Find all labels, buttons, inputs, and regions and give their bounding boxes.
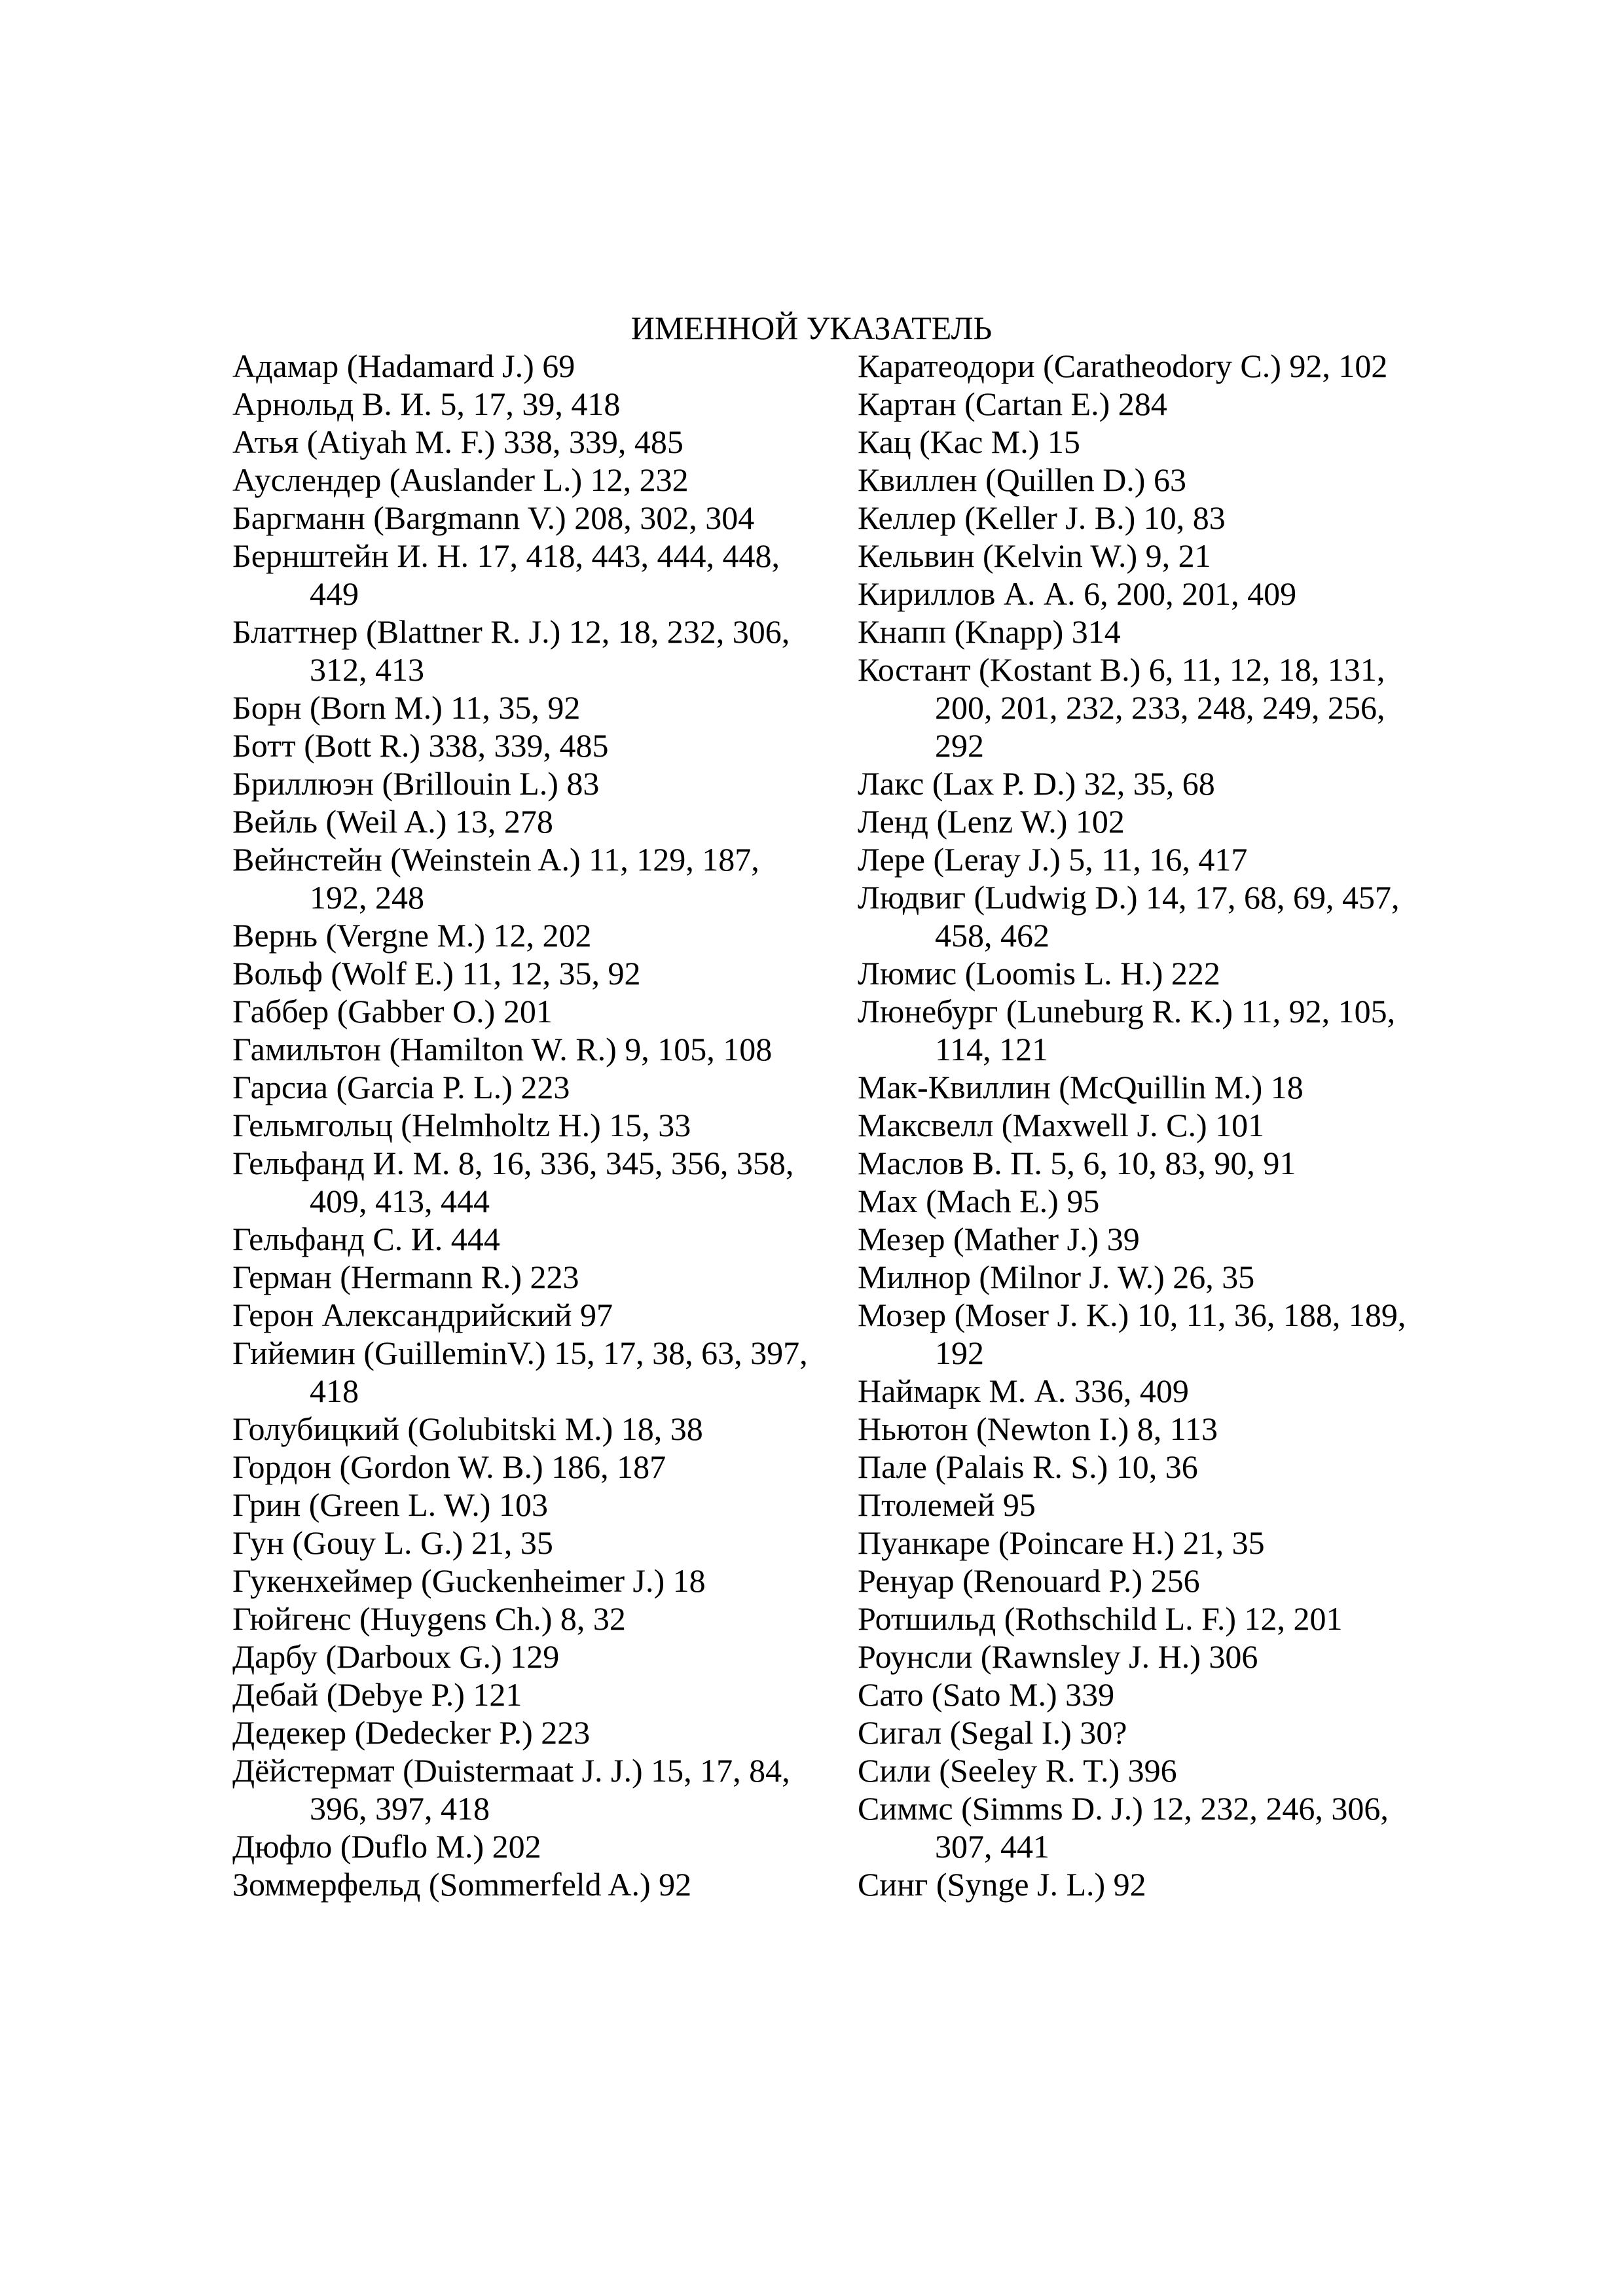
index-entry: Гун (Gouy L. G.) 21, 35 (232, 1524, 553, 1561)
index-entry: Кнапп (Knapp) 314 (858, 613, 1121, 650)
index-entry: Людвиг (Ludwig D.) 14, 17, 68, 69, 457, 458, 462 (858, 879, 1400, 954)
index-entry: Вейнстейн (Weinstein A.) 11, 129, 187, 192, 248 (232, 841, 759, 916)
index-entry: Дёйстермат (Duistermaat J. J.) 15, 17, 84, 396, 397, 418 (232, 1752, 790, 1827)
index-entry: Синг (Synge J. L.) 92 (858, 1866, 1146, 1903)
index-entry: Бернштейн И. Н. 17, 418, 443, 444, 448, 449 (232, 537, 780, 612)
index-entry: Дедекер (Dedecker P.) 223 (232, 1714, 591, 1751)
index-entry: Пуанкаре (Poincare H.) 21, 35 (858, 1524, 1265, 1561)
index-entry: Дарбу (Darboux G.) 129 (232, 1638, 560, 1675)
index-entry: Птолемей 95 (858, 1486, 1036, 1523)
index-entry: Каратеодори (Caratheodory C.) 92, 102 (858, 348, 1388, 384)
index-column-right (858, 347, 1414, 1903)
index-entry: Гюйгенс (Huygens Ch.) 8, 32 (232, 1600, 626, 1637)
index-entry: Кац (Kac M.) 15 (858, 423, 1080, 460)
index-entry: Келлер (Keller J. B.) 10, 83 (858, 499, 1226, 536)
index-entry: Костант (Kostant B.) 6, 11, 12, 18, 131, 200, 201, 232, 233, 248, 249, 256, 292 (858, 651, 1385, 764)
index-entry: Маслов В. П. 5, 6, 10, 83, 90, 91 (858, 1145, 1296, 1181)
index-entry: Вольф (Wolf E.) 11, 12, 35, 92 (232, 955, 641, 992)
index-entry: Сили (Seeley R. T.) 396 (858, 1752, 1177, 1789)
index-entry: Зоммерфельд (Sommerfeld A.) 92 (232, 1866, 692, 1903)
index-entry: Кельвин (Kelvin W.) 9, 21 (858, 537, 1211, 574)
index-entry: Мозер (Moser J. K.) 10, 11, 36, 188, 189, 192 (858, 1297, 1406, 1371)
index-entry: Гамильтон (Hamilton W. R.) 9, 105, 108 (232, 1031, 773, 1067)
index-entry: Сигал (Segal I.) 30? (858, 1714, 1127, 1751)
index-entry: Блаттнер (Blattner R. J.) 12, 18, 232, 306, 312, 413 (232, 613, 790, 688)
index-entry: Картан (Cartan E.) 284 (858, 386, 1167, 422)
index-entry: Герман (Hermann R.) 223 (232, 1259, 579, 1295)
index-entry: Голубицкий (Golubitski M.) 18, 38 (232, 1410, 703, 1447)
index-entry: Гельфанд С. И. 444 (232, 1221, 500, 1257)
index-entry: Ботт (Bott R.) 338, 339, 485 (232, 727, 609, 764)
index-entry: Арнольд В. И. 5, 17, 39, 418 (232, 386, 621, 422)
index-entry: Гукенхеймер (Guckenheimer J.) 18 (232, 1562, 706, 1599)
index-entry: Дебай (Debye P.) 121 (232, 1676, 522, 1713)
index-entry: Лакс (Lax P. D.) 32, 35, 68 (858, 765, 1215, 802)
index-entry: Герон Александрийский 97 (232, 1297, 613, 1333)
index-entry: Мах (Mach E.) 95 (858, 1183, 1100, 1219)
index-entry: Гельмгольц (Helmholtz H.) 15, 33 (232, 1107, 691, 1143)
index-entry: Вернь (Vergne M.) 12, 202 (232, 917, 592, 954)
index-entry: Люнебург (Luneburg R. K.) 11, 92, 105, 114, 121 (858, 993, 1396, 1067)
index-entry: Бриллюэн (Brillouin L.) 83 (232, 765, 600, 802)
page-title: ИМЕННОЙ УКАЗАТЕЛЬ (630, 310, 993, 346)
index-entry: Ньютон (Newton I.) 8, 113 (858, 1410, 1218, 1447)
index-entry: Ротшильд (Rothschild L. F.) 12, 201 (858, 1600, 1343, 1637)
index-entry: Гарсиа (Garcia P. L.) 223 (232, 1069, 570, 1105)
index-entry: Дюфло (Duflo M.) 202 (232, 1828, 541, 1865)
index-column-left (232, 347, 822, 1903)
index-entry: Милнор (Milnor J. W.) 26, 35 (858, 1259, 1255, 1295)
index-entry: Мак-Квиллин (McQuillin M.) 18 (858, 1069, 1304, 1105)
index-entry: Ауслендер (Auslander L.) 12, 232 (232, 461, 689, 498)
index-entry: Вейль (Weil A.) 13, 278 (232, 803, 553, 840)
index-entry: Лере (Leray J.) 5, 11, 16, 417 (858, 841, 1248, 878)
index-entry: Симмс (Simms D. J.) 12, 232, 246, 306, 307, 441 (858, 1790, 1389, 1865)
index-entry: Гийемин (GuilleminV.) 15, 17, 38, 63, 397, 418 (232, 1335, 808, 1409)
index-entry: Ренуар (Renouard P.) 256 (858, 1562, 1200, 1599)
index-entry: Борн (Born M.) 11, 35, 92 (232, 689, 581, 726)
index-entry: Мезер (Mather J.) 39 (858, 1221, 1140, 1257)
index-entry: Сато (Sato M.) 339 (858, 1676, 1115, 1713)
index-entry: Гордон (Gordon W. B.) 186, 187 (232, 1448, 666, 1485)
index-entry: Роунсли (Rawnsley J. H.) 306 (858, 1638, 1258, 1675)
index-entry: Квиллен (Quillen D.) 63 (858, 461, 1186, 498)
index-entry: Пале (Palais R. S.) 10, 36 (858, 1448, 1198, 1485)
index-entry: Наймарк М. А. 336, 409 (858, 1372, 1189, 1409)
index-entry: Баргманн (Bargmann V.) 208, 302, 304 (232, 499, 755, 536)
index-entry: Гельфанд И. М. 8, 16, 336, 345, 356, 358, 409, 413, 444 (232, 1145, 794, 1219)
index-entry: Габбер (Gabber O.) 201 (232, 993, 553, 1030)
index-entry: Грин (Green L. W.) 103 (232, 1486, 548, 1523)
index-entry: Адамар (Hadamard J.) 69 (232, 348, 575, 384)
index-entry: Атья (Atiyah M. F.) 338, 339, 485 (232, 423, 684, 460)
index-entry: Ленд (Lenz W.) 102 (858, 803, 1125, 840)
index-entry: Кириллов А. А. 6, 200, 201, 409 (858, 575, 1297, 612)
index-entry: Максвелл (Maxwell J. C.) 101 (858, 1107, 1265, 1143)
index-entry: Люмис (Loomis L. H.) 222 (858, 955, 1220, 992)
